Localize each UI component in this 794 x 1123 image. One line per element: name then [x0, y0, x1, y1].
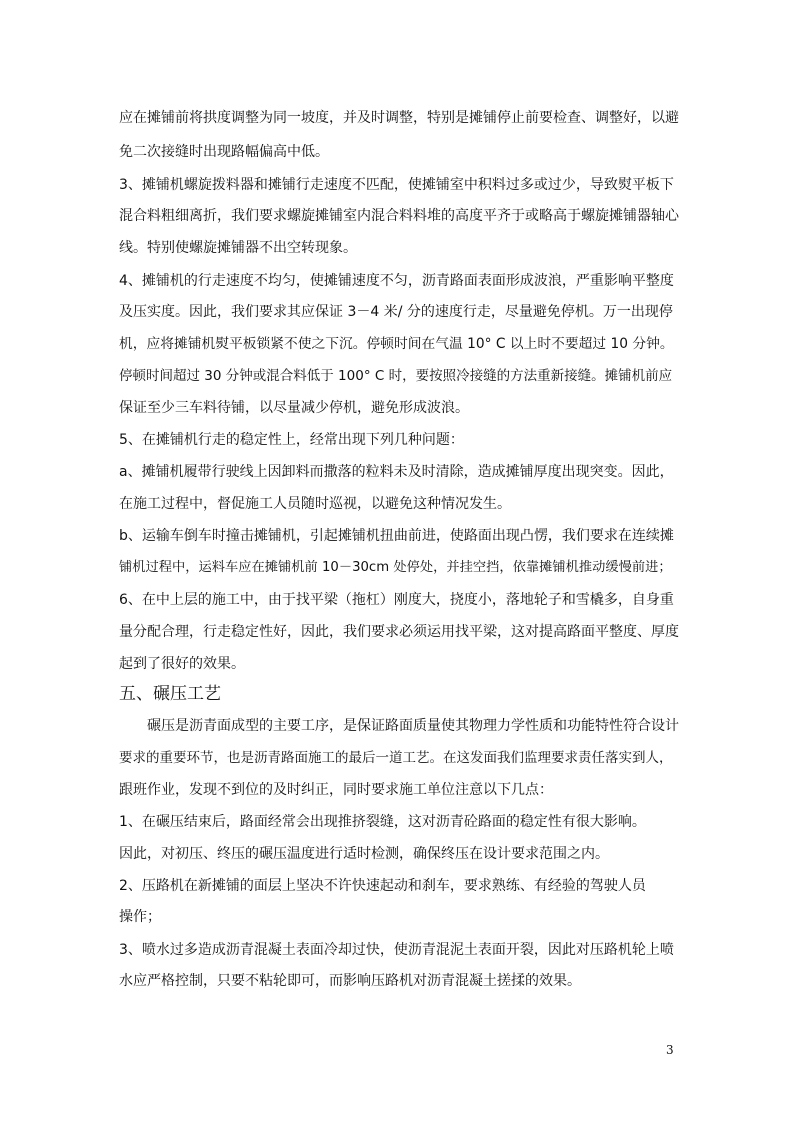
- text-line: 跟班作业，发现不到位的及时纠正，同时要求施工单位注意以下几点：: [119, 782, 553, 798]
- text-line: 铺机过程中，运料车应在摊铺机前 10－30cm 处停处，并挂空挡，依靠摊铺机推动缓慢前进；: [119, 560, 672, 575]
- text-line: 因此，对初压、终压的碾压温度进行适时检测，确保终压在设计要求范围之内。: [119, 846, 609, 862]
- text-line: 停顿时间超过 30 分钟或混合料低于 100° C 时，要按照冷接缝的方法重新接缝。摊铺机前应: [119, 368, 673, 384]
- text-line: 3、喷水过多造成沥青混凝土表面冷却过快，使沥青混泥土表面开裂，因此对压路机轮上喷: [119, 942, 674, 958]
- section-heading: 五、碾压工艺: [119, 684, 221, 704]
- text-line: 操作；: [119, 909, 161, 925]
- page-number: 3: [666, 1043, 674, 1057]
- text-line: 免二次接缝时出现路幅偏高中低。: [119, 144, 329, 160]
- text-line: 6、在中上层的施工中，由于找平梁（拖杠）刚度大，挠度小，落地轮子和雪橇多，自身重: [119, 592, 674, 608]
- text-line: 保证至少三车料待铺，以尽量减少停机，避免形成波浪。: [119, 400, 469, 416]
- text-line: 在施工过程中，督促施工人员随时巡视，以避免这种情况发生。: [119, 496, 511, 512]
- text-line: a、摊铺机履带行驶线上因卸料而撒落的粒料未及时清除，造成摊铺厚度出现突变。因此，: [119, 464, 674, 480]
- text-line: 机，应将摊铺机熨平板锁紧不使之下沉。停顿时间在气温 10° C 以上时不要超过 10 分钟。: [119, 336, 674, 352]
- text-line: 4、摊铺机的行走速度不均匀，使摊铺速度不匀，沥青路面表面形成波浪，严重影响平整度: [119, 273, 674, 289]
- text-line: 碾压是沥青面成型的主要工序，是保证路面质量使其物理力学性质和功能特性符合设计: [147, 718, 679, 734]
- text-line: 及压实度。因此，我们要求其应保证 3－4 米/ 分的速度行走，尽量避免停机。万一出现停: [119, 304, 673, 320]
- text-line: 要求的重要环节，也是沥青路面施工的最后一道工艺。在这发面我们监理要求责任落实到人，: [119, 750, 673, 766]
- text-line: 5、在摊铺机行走的稳定性上，经常出现下列几种问题：: [119, 432, 464, 448]
- text-line: 混合料粗细离折，我们要求螺旋摊铺室内混合料料堆的高度平齐于或略高于螺旋摊铺器轴心: [119, 208, 679, 224]
- text-line: b、运输车倒车时撞击摊铺机，引起摊铺机扭曲前进，使路面出现凸愣，我们要求在连续摊: [119, 528, 674, 544]
- text-line: 1、在碾压结束后，路面经常会出现推挤裂缝，这对沥青砼路面的稳定性有很大影响。: [119, 814, 646, 830]
- text-line: 起到了很好的效果。: [119, 656, 245, 672]
- text-line: 3、摊铺机螺旋拨料器和摊铺行走速度不匹配，使摊铺室中积料过多或过少，导致熨平板下: [119, 177, 674, 193]
- text-line: 线。特别使螺旋摊铺器不出空转现象。: [119, 240, 357, 256]
- text-line: 应在摊铺前将拱度调整为同一坡度，并及时调整，特别是摊铺停止前要检查、调整好，以避: [119, 110, 679, 126]
- text-line: 水应严格控制，只要不粘轮即可，而影响压路机对沥青混凝土搓揉的效果。: [119, 973, 581, 989]
- text-line: 2、压路机在新摊铺的面层上坚决不许快速起动和刹车，要求熟练、有经验的驾驶人员: [119, 878, 646, 894]
- text-line: 量分配合理，行走稳定性好，因此，我们要求必须运用找平梁，这对提高路面平整度、厚度: [119, 624, 679, 640]
